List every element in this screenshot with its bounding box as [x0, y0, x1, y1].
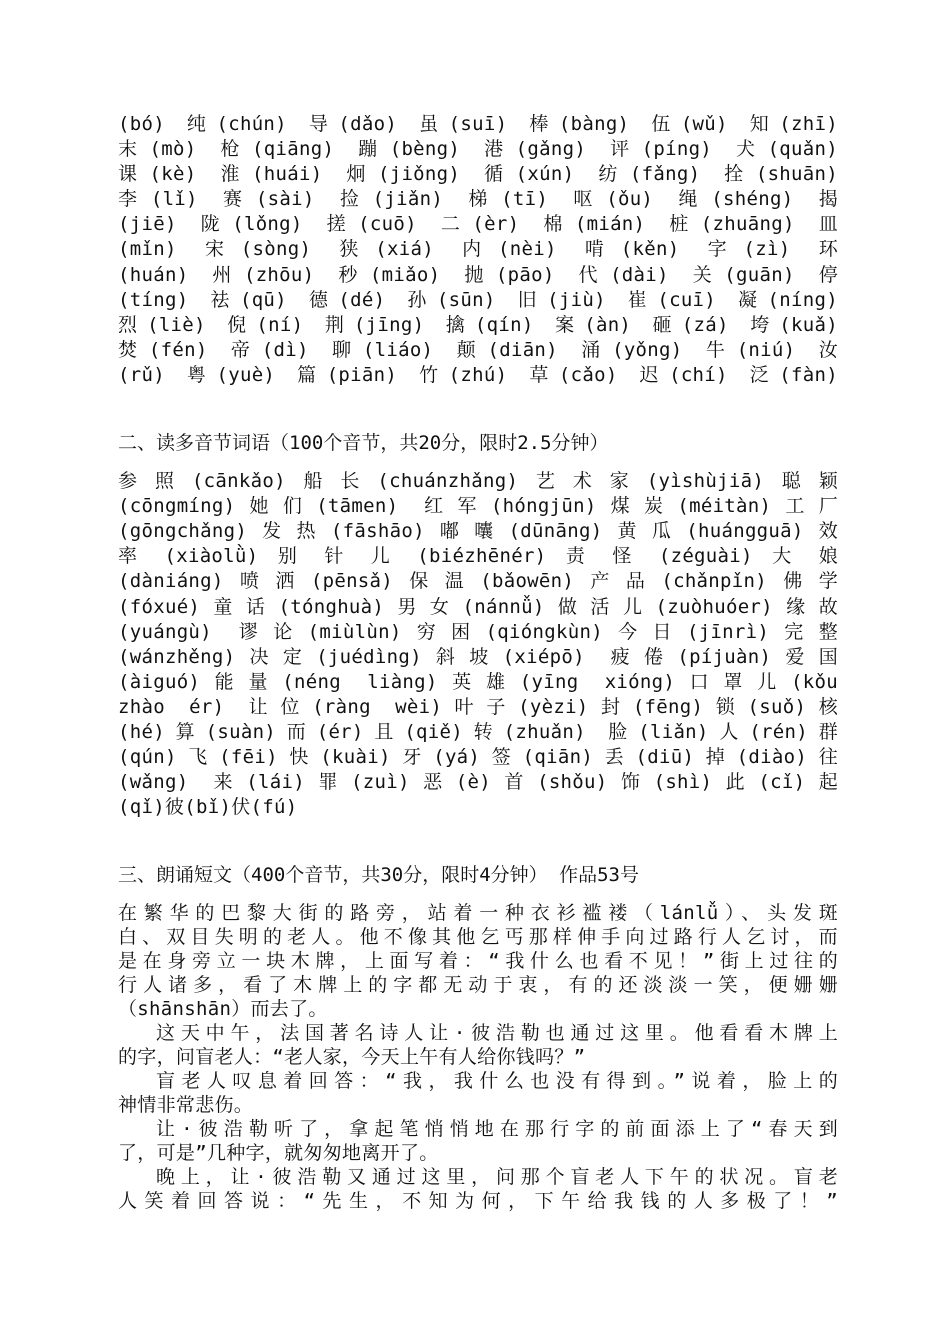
- passage-line: 让·彼浩勒听了，拿起笔悄悄地在那行字的前面添上了“春天到: [156, 1118, 838, 1141]
- word-line: (yuángù) 谬论(miùlùn)穷困(qióngkùn)今日(jīnrì)完整: [118, 620, 838, 643]
- word-line: (fóxué)童话(tónghuà)男女(nánnǚ)做活儿(zuòhuóer)缘故: [118, 595, 838, 618]
- passage-line: 白、双目失明的老人。他不像其他乞丐那样伸手向过路行人乞讨，而: [118, 926, 838, 949]
- section-heading: 二、读多音节词语（100个音节，共20分，限时2.5分钟）: [118, 432, 609, 455]
- word-line: (àiguó)能量(néng liàng)英雄(yīng xióng)口罩儿(kǒu: [118, 670, 838, 693]
- passage-line: 行人诸多，看了木牌上的字都无动于衷，有的还淡淡一笑，便姗姗: [118, 974, 838, 997]
- passage-line: 这天中午，法国著名诗人让·彼浩勒也通过这里。他看看木牌上: [156, 1022, 838, 1045]
- syllable-line: 焚(fén) 帝(dì) 聊(liáo) 颠(diān) 涌(yǒng) 牛(niú) 汝: [118, 338, 838, 361]
- word-line: 参照(cānkǎo)船长(chuánzhǎng)艺术家(yìshùjiā)聪颖: [118, 470, 838, 493]
- syllable-line: 末(mò) 枪(qiāng) 蹦(bèng) 港(gǎng) 评(píng) 犬(quǎn): [118, 138, 838, 161]
- syllable-line: 课(kè) 淮(huái) 炯(jiǒng) 循(xún) 纺(fǎng) 拴(shuān): [118, 163, 838, 186]
- section-heading: 三、朗诵短文（400个音节，共30分，限时4分钟） 作品53号: [118, 864, 639, 887]
- word-line: 率 (xiàolǜ) 别 针 儿 (biézhēnér) 责 怪 (zéguài) 大 娘: [118, 545, 838, 568]
- passage-line: 了，可是”几种字，就匆匆地离开了。: [118, 1142, 439, 1165]
- passage-line: 神情非常悲伤。: [118, 1094, 254, 1117]
- syllable-line: (tíng) 祛(qū) 德(dé) 孙(sūn) 旧(jiù) 崔(cuī) 凝(níng): [118, 288, 838, 311]
- word-line: (wánzhěng)决定(juédìng)斜坡(xiépō) 疲倦(píjuàn)爱国: [118, 645, 838, 668]
- word-line: (qún)飞(fēi)快(kuài)牙(yá)签(qiān)丢(diū)掉(diào)往: [118, 746, 838, 769]
- syllable-line: (rǔ) 粤(yuè) 篇(piān) 竹(zhú) 草(cǎo) 迟(chí) 泛(fàn): [118, 363, 838, 386]
- passage-line: 盲老人叹息着回答：“我，我什么也没有得到。”说着，脸上的: [156, 1070, 838, 1093]
- syllable-list: [118, 112, 838, 388]
- document-page: [118, 112, 838, 1213]
- passage-line: 人笑着回答说：“先生，不知为何，下午给我钱的人多极了！”: [118, 1190, 838, 1213]
- word-line: (wǎng) 来(lái)罪(zuì)恶(è)首(shǒu)饰(shì)此(cǐ)起: [118, 771, 838, 794]
- passage-line: 的字，问盲老人：“老人家，今天上午有人给你钱吗？”: [118, 1046, 586, 1069]
- word-list: [118, 469, 838, 820]
- syllable-line: 烈(liè) 倪(ní) 荆(jīng) 擒(qín) 案(àn) 砸(zá) 垮(kuǎ): [118, 313, 838, 336]
- syllable-line: (bó) 纯(chún) 导(dǎo) 虽(suī) 棒(bàng) 伍(wǔ) 知(zhī): [118, 113, 838, 135]
- passage-line: 晚上，让·彼浩勒又通过这里，问那个盲老人下午的状况。盲老: [156, 1166, 838, 1189]
- word-line: (dàniáng)喷洒(pēnsǎ)保温(bǎowēn)产品(chǎnpǐn)佛学: [118, 570, 838, 593]
- word-line: zhào ér) 让位(ràng wèi)叶子(yèzi)封(fēng)锁(suǒ)核: [118, 695, 838, 718]
- passage: [118, 901, 838, 1213]
- passage-line: 在繁华的巴黎大街的路旁，站着一种衣衫褴褛（lánlǚ）、头发斑: [118, 902, 838, 925]
- word-line: (cōngmíng)她们(tāmen) 红军(hóngjūn)煤炭(méitàn)工厂: [118, 495, 838, 518]
- syllable-line: (mǐn) 宋(sòng) 狭(xiá) 内(nèi) 啃(kěn) 字(zì) 环: [118, 238, 838, 261]
- word-line: (hé)算(suàn)而(ér)且(qiě)转(zhuǎn) 脸(liǎn)人(rén)群: [118, 720, 838, 743]
- passage-line: 是在身旁立一块木牌，上面写着：“我什么也看不见！”街上过往的: [118, 950, 838, 973]
- passage-line: （shānshān）而去了。: [118, 998, 328, 1021]
- syllable-line: 李(lǐ) 赛(sài) 捡(jiǎn) 梯(tī) 呕(ǒu) 绳(shéng) 揭: [118, 188, 838, 211]
- word-line: (qǐ)彼(bǐ)伏(fú): [118, 796, 298, 819]
- word-line: (gōngchǎng)发热(fāshāo)嘟囔(dūnāng)黄瓜(huángguā)效: [118, 520, 838, 543]
- syllable-line: (huán) 州(zhōu) 秒(miǎo) 抛(pāo) 代(dài) 关(guān) 停: [118, 263, 838, 286]
- syllable-line: (jiē) 陇(lǒng) 搓(cuō) 二(èr) 棉(mián) 桩(zhuāng) 皿: [118, 213, 838, 236]
